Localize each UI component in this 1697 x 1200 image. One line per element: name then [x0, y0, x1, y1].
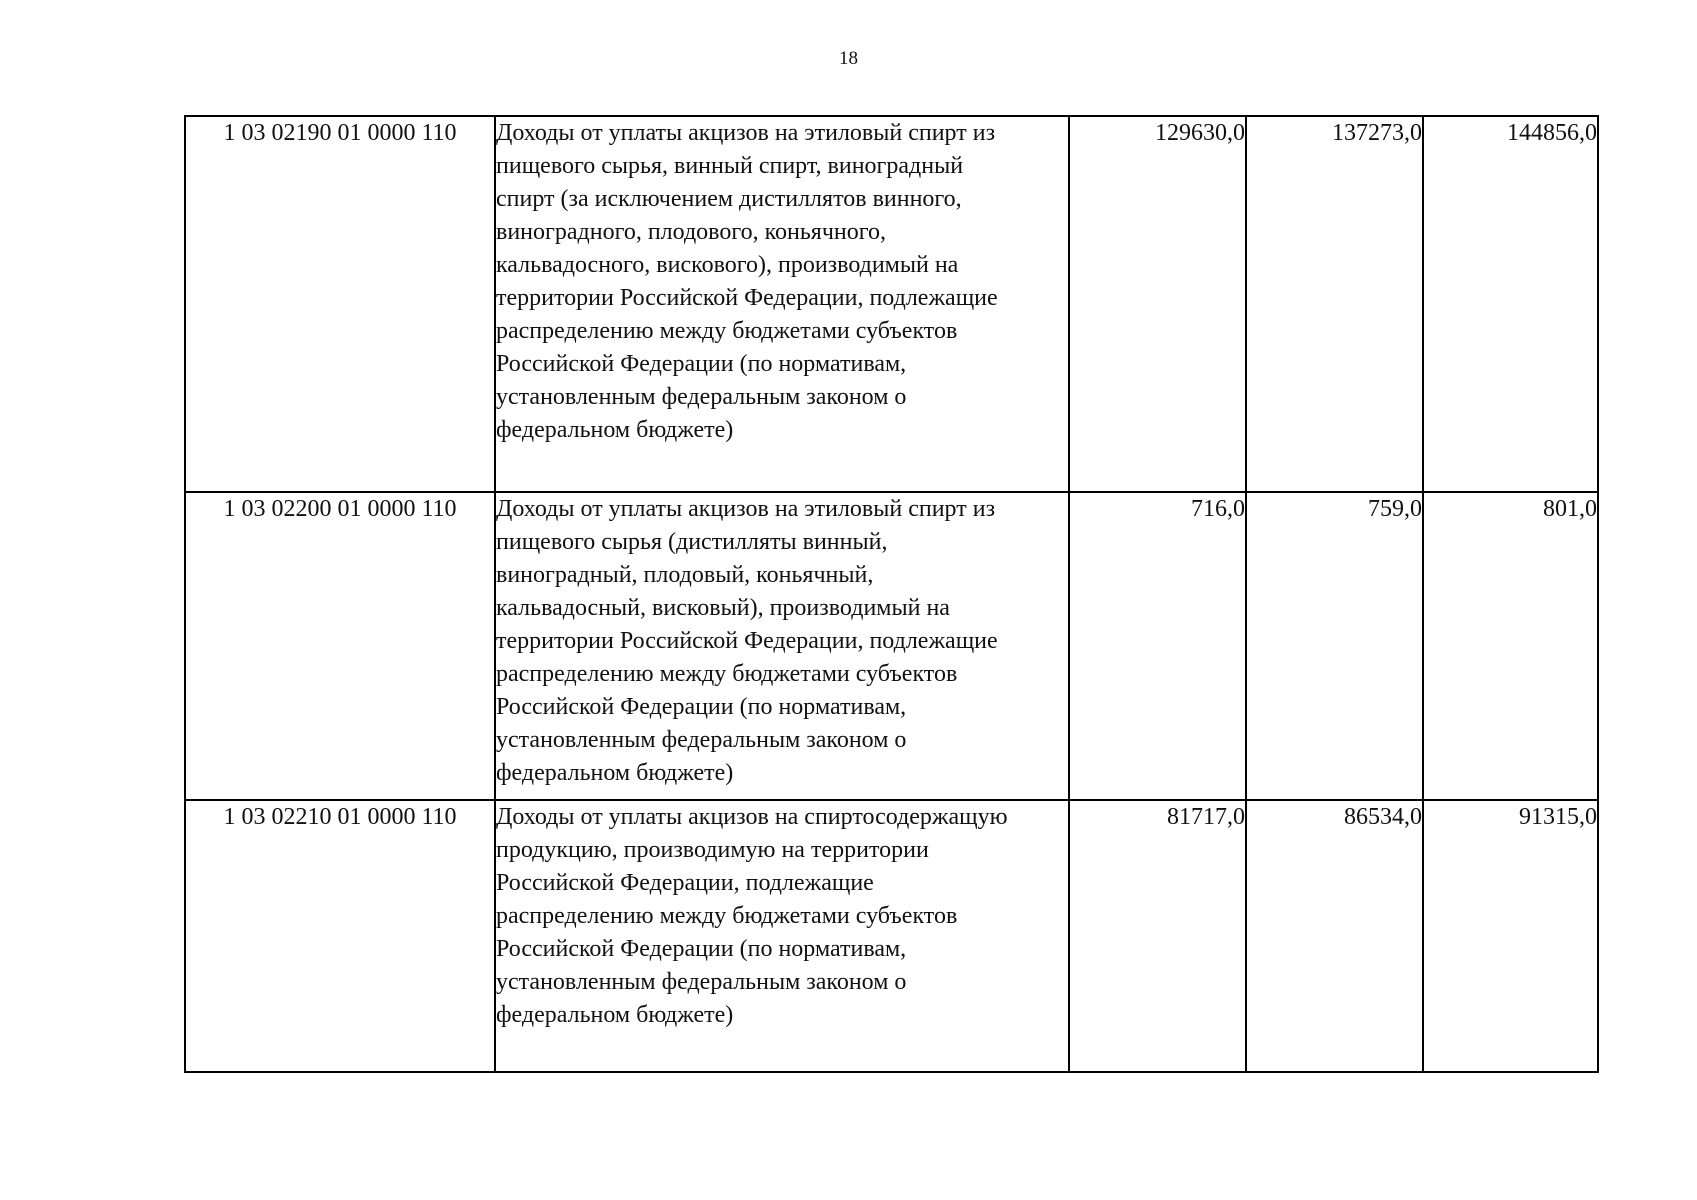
revenue-description: [495, 800, 1069, 1072]
description-line: федеральном бюджете): [496, 1002, 734, 1028]
budget-classification-code: 1 03 02200 01 0000 110: [185, 492, 495, 800]
revenue-description: [495, 492, 1069, 800]
revenue-description: [495, 116, 1069, 492]
description-line: территории Российской Федерации, подлежащие: [496, 285, 998, 311]
description-line: Доходы от уплаты акцизов на этиловый спирт из: [496, 496, 996, 522]
budget-revenue-table: [184, 115, 1599, 1073]
description-line: продукцию, производимую на территории: [496, 837, 929, 863]
amount-year-2: 759,0: [1246, 492, 1423, 800]
description-line: установленным федеральным законом о: [496, 969, 907, 995]
description-line: виноградного, плодового, коньячного,: [496, 219, 886, 245]
description-line: Доходы от уплаты акцизов на спиртосодержащую: [496, 804, 1008, 830]
table-row: [185, 800, 1598, 1072]
description-line: территории Российской Федерации, подлежащие: [496, 628, 998, 654]
description-line: пищевого сырья, винный спирт, виноградный: [496, 153, 964, 179]
description-line: кальвадосного, вискового), производимый на: [496, 252, 959, 278]
table-row: [185, 492, 1598, 800]
description-line: спирт (за исключением дистиллятов винного,: [496, 186, 962, 212]
budget-classification-code: 1 03 02210 01 0000 110: [185, 800, 495, 1072]
amount-year-3: 91315,0: [1423, 800, 1598, 1072]
amount-year-1: 81717,0: [1069, 800, 1246, 1072]
description-line: распределению между бюджетами субъектов: [496, 318, 958, 344]
description-line: Российской Федерации (по нормативам,: [496, 694, 907, 720]
budget-classification-code: 1 03 02190 01 0000 110: [185, 116, 495, 492]
description-line: виноградный, плодовый, коньячный,: [496, 562, 874, 588]
amount-year-1: 716,0: [1069, 492, 1246, 800]
page-number: 18: [839, 48, 858, 69]
description-line: Доходы от уплаты акцизов на этиловый спирт из: [496, 120, 996, 146]
amount-year-1: 129630,0: [1069, 116, 1246, 492]
table-row: [185, 116, 1598, 492]
description-line: Российской Федерации (по нормативам,: [496, 936, 907, 962]
amount-year-3: 801,0: [1423, 492, 1598, 800]
amount-year-2: 137273,0: [1246, 116, 1423, 492]
description-line: кальвадосный, висковый), производимый на: [496, 595, 950, 621]
description-line: пищевого сырья (дистилляты винный,: [496, 529, 888, 555]
description-line: распределению между бюджетами субъектов: [496, 661, 958, 687]
description-line: федеральном бюджете): [496, 760, 734, 786]
description-line: распределению между бюджетами субъектов: [496, 903, 958, 929]
amount-year-3: 144856,0: [1423, 116, 1598, 492]
description-line: Российской Федерации, подлежащие: [496, 870, 874, 896]
amount-year-2: 86534,0: [1246, 800, 1423, 1072]
description-line: установленным федеральным законом о: [496, 384, 907, 410]
description-line: Российской Федерации (по нормативам,: [496, 351, 907, 377]
description-line: установленным федеральным законом о: [496, 727, 907, 753]
description-line: федеральном бюджете): [496, 417, 734, 443]
